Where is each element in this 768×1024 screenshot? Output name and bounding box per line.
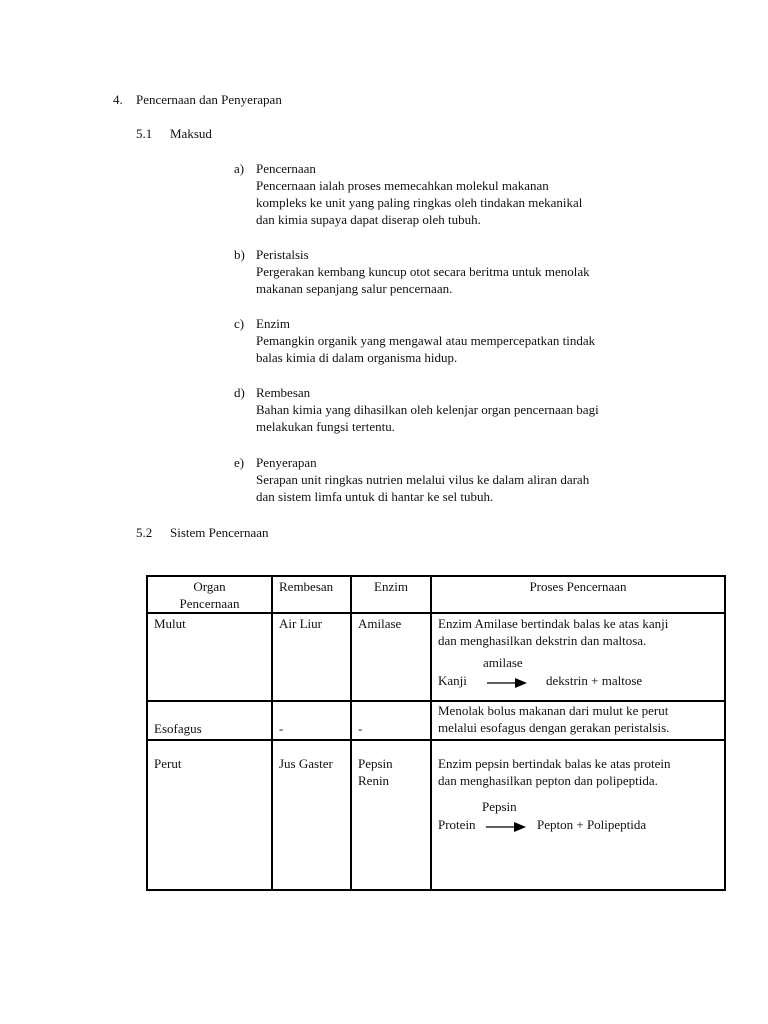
- cell-enzim: [351, 613, 431, 701]
- header-rembesan: Rembesan: [272, 576, 351, 613]
- section-5-1-title: Maksud: [170, 126, 212, 141]
- definition-text-line: Pergerakan kembang kuncup otot secara beritma untuk menolak: [256, 264, 590, 279]
- process-text-line: Enzim pepsin bertindak balas ke atas protein: [438, 756, 671, 771]
- reaction-reactant: Protein: [438, 817, 476, 832]
- cell-organ: Esofagus: [147, 701, 272, 740]
- reaction-product: dekstrin + maltose: [546, 673, 643, 688]
- reaction-reactant: Kanji: [438, 673, 467, 688]
- section-5-2-title: Sistem Pencernaan: [170, 525, 269, 540]
- definition-letter: a): [234, 161, 245, 176]
- definition-letter: e): [234, 455, 245, 470]
- enzyme-name: Renin: [358, 773, 390, 788]
- cell-enzim: [351, 701, 431, 740]
- header-proses: Proses Pencernaan: [431, 576, 725, 613]
- definition-text-line: dan kimia supaya dapat diserap oleh tubuh.: [256, 212, 481, 227]
- cell-rembesan: Jus Gaster: [272, 740, 351, 890]
- cell-organ: Perut: [147, 740, 272, 890]
- cell-proses: [431, 701, 725, 740]
- definition-text-line: Pemangkin organik yang mengawal atau mempercepatkan tindak: [256, 333, 596, 348]
- cell-proses: [431, 613, 725, 701]
- definition-text-line: melakukan fungsi tertentu.: [256, 419, 395, 434]
- definition-text-line: Pencernaan ialah proses memecahkan molekul makanan: [256, 178, 549, 193]
- definition-term: Rembesan: [256, 385, 311, 400]
- definition-term: Enzim: [256, 316, 290, 331]
- cell-enzim: [351, 740, 431, 890]
- table-row: [147, 613, 725, 701]
- process-text-line: Enzim Amilase bertindak balas ke atas kanji: [438, 616, 669, 631]
- reaction-arrow-icon: [487, 677, 529, 689]
- definition-letter: d): [234, 385, 245, 400]
- reaction-enzyme-label: amilase: [483, 655, 523, 670]
- header-enzim: Enzim: [351, 576, 431, 613]
- definition-term: Pencernaan: [256, 161, 316, 176]
- header-organ: Organ Pencernaan: [147, 576, 272, 613]
- process-text-line: Menolak bolus makanan dari mulut ke perut: [438, 703, 669, 718]
- reaction-equation: [438, 655, 718, 691]
- table-header-row: [147, 576, 725, 613]
- section-4-number: 4.: [113, 92, 123, 107]
- process-text-line: dan menghasilkan pepton dan polipeptida.: [438, 773, 658, 788]
- section-5-2-number: 5.2: [136, 525, 153, 540]
- enzyme-name: -: [358, 721, 363, 736]
- process-text-line: melalui esofagus dengan gerakan peristalsis.: [438, 720, 670, 735]
- enzyme-name: Amilase: [358, 616, 402, 631]
- definition-letter: b): [234, 247, 245, 262]
- definition-text-line: Bahan kimia yang dihasilkan oleh kelenjar organ pencernaan bagi: [256, 402, 599, 417]
- definition-text-line: Serapan unit ringkas nutrien melalui vilus ke dalam aliran darah: [256, 472, 590, 487]
- process-text-line: dan menghasilkan dekstrin dan maltosa.: [438, 633, 647, 648]
- definition-text-line: makanan sepanjang salur pencernaan.: [256, 281, 453, 296]
- enzyme-name: Pepsin: [358, 756, 393, 771]
- definition-letter: c): [234, 316, 245, 331]
- table-row: [147, 701, 725, 740]
- cell-rembesan: -: [272, 701, 351, 740]
- definition-text-line: kompleks ke unit yang paling ringkas oleh tindakan mekanikal: [256, 195, 583, 210]
- cell-rembesan: Air Liur: [272, 613, 351, 701]
- reaction-equation: [438, 798, 718, 834]
- definition-text-line: dan sistem limfa untuk di hantar ke sel tubuh.: [256, 489, 494, 504]
- digestion-table: [146, 575, 726, 891]
- definition-term: Peristalsis: [256, 247, 309, 262]
- table-row: [147, 740, 725, 890]
- section-4-title: Pencernaan dan Penyerapan: [136, 92, 282, 107]
- definition-term: Penyerapan: [256, 455, 317, 470]
- cell-organ: Mulut: [147, 613, 272, 701]
- reaction-arrow-icon: [486, 821, 528, 833]
- reaction-enzyme-label: Pepsin: [482, 799, 517, 814]
- reaction-product: Pepton + Polipeptida: [537, 817, 647, 832]
- section-5-1-number: 5.1: [136, 126, 153, 141]
- definition-text-line: balas kimia di dalam organisma hidup.: [256, 350, 458, 365]
- cell-proses: [431, 740, 725, 890]
